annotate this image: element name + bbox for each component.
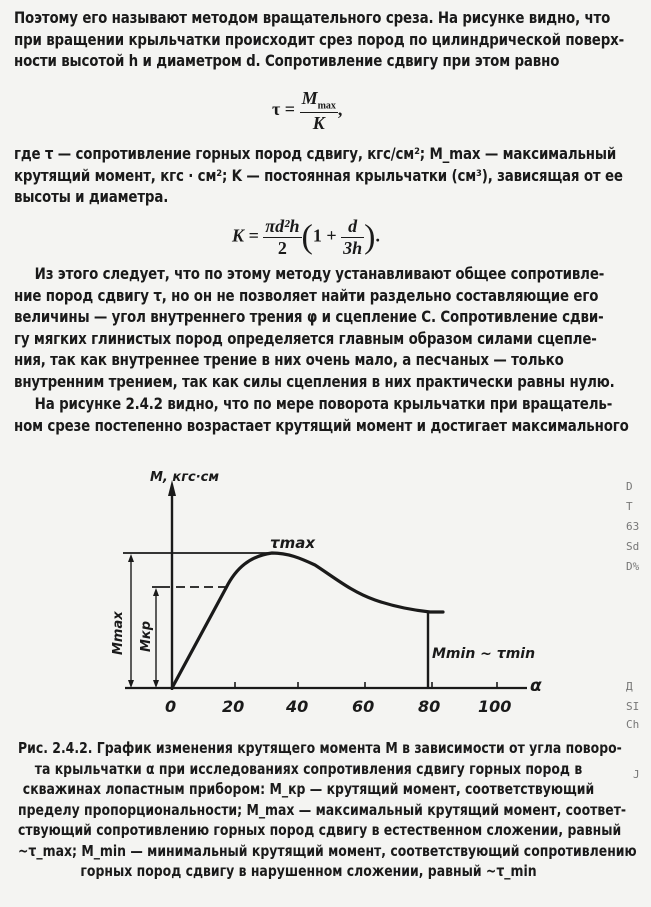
denominator-symbol: K xyxy=(312,112,325,133)
m-kp-label: Mкр xyxy=(139,620,154,652)
margin-fragment: D xyxy=(626,480,633,493)
formula-tau xyxy=(272,88,342,134)
one-plus: 1 + xyxy=(312,225,337,246)
m-min-label: Mmin ~ τmin xyxy=(432,646,536,662)
formula-k xyxy=(232,216,380,259)
denominator xyxy=(300,113,338,134)
paren-open: ( xyxy=(301,218,313,256)
margin-fragment: D% xyxy=(626,560,640,573)
svg-text:40: 40 xyxy=(286,697,309,716)
margin-fragment: SI xyxy=(626,700,640,713)
text-line: высоты и диаметра. xyxy=(14,188,169,206)
paren-close: ) xyxy=(364,218,376,256)
numerator-sub: max xyxy=(317,100,336,112)
torque-curve xyxy=(172,553,443,688)
text-line: ном срезе постепенно возрастает крутящий момент и достигает максимального xyxy=(14,416,629,435)
paragraph-conclusion xyxy=(14,264,646,393)
text-line: внутренним трением, так как силы сцепления в них практически равны нулю. xyxy=(14,372,615,391)
caption-line: горных пород сдвигу в нарушенном сложении, равный ~τ_min xyxy=(80,862,537,880)
paragraph-intro xyxy=(14,8,646,73)
fraction xyxy=(263,216,301,259)
margin-fragment: Д xyxy=(626,680,633,693)
tau-max-label: τmax xyxy=(270,534,315,552)
text-line: ности высотой h и диаметром d. Сопротивление сдвигу при этом равно xyxy=(14,52,560,70)
text-line: На рисунке 2.4.2 видно, что по мере поворота крыльчатки при вращатель- xyxy=(34,395,613,413)
inner-fraction xyxy=(341,216,364,259)
text-line: гу мягких глинистых пород определяется главным образом силами сцепле- xyxy=(14,329,597,348)
formula-lhs: K = xyxy=(232,225,259,246)
svg-text:100: 100 xyxy=(478,697,512,716)
svg-text:60: 60 xyxy=(352,697,375,716)
margin-fragment: J xyxy=(633,768,640,781)
denominator: 2 xyxy=(277,238,287,258)
x-tick-labels xyxy=(165,697,511,716)
margin-fragment: Sd xyxy=(626,540,640,553)
margin-fragment: Ch xyxy=(626,718,640,731)
formula-lhs: τ = xyxy=(272,98,296,119)
inner-denominator: 3h xyxy=(343,238,363,258)
text-line: величины — угол внутреннего трения φ и сцепление C. Сопротивление сдви- xyxy=(14,308,604,326)
caption-line: ствующий сопротивлению горных пород сдвигу в естественном сложении, равный xyxy=(18,821,622,839)
caption-line: Рис. 2.4.2. График изменения крутящего момента M в зависимости от угла поворо- xyxy=(18,739,622,757)
caption-line: та крыльчатки α при исследованиях сопротивления сдвигу горных пород в xyxy=(34,759,583,778)
text-line: где τ — сопротивление горных пород сдвигу, кгс/см²; M_max — максимальный xyxy=(14,145,617,163)
svg-text:80: 80 xyxy=(418,697,441,716)
caption-line: скважинах лопастным прибором: M_кр — крутящий момент, соответствующий xyxy=(22,780,595,798)
margin-fragment: 63 xyxy=(626,520,640,533)
text-line: крутящий момент, кгс · см²; K — постоянная крыльчатки (см³), зависящая от ее xyxy=(14,166,623,185)
text-line: Из этого следует, что по этому методу устанавливают общее сопротивле- xyxy=(34,265,605,283)
figure-caption xyxy=(18,738,637,882)
svg-text:0: 0 xyxy=(165,697,177,716)
text-line: ния, так как внутреннее трение в них очень мало, а песчаных — только xyxy=(14,351,564,369)
text-line: ние пород сдвигу τ, но он не позволяет найти раздельно составляющие его xyxy=(14,286,599,305)
x-axis-label: α xyxy=(530,676,542,696)
inner-numerator: d xyxy=(341,216,364,238)
m-max-label: Mmax xyxy=(111,611,126,655)
formula-tail: . xyxy=(375,225,380,246)
margin-fragment: T xyxy=(626,500,633,513)
text-line: Поэтому его называют методом вращательного среза. На рисунке видно, что xyxy=(14,9,611,27)
text-line: при вращении крыльчатки происходит срез пород по цилиндрической поверх- xyxy=(14,30,624,49)
svg-text:20: 20 xyxy=(222,697,245,716)
numerator-symbol: M xyxy=(301,88,318,108)
caption-line: ~τ_max; M_min — минимальный крутящий момент, соответствующий сопротивлению xyxy=(18,841,637,860)
y-axis-label: M, кгс·см xyxy=(150,470,219,485)
caption-line: пределу пропорциональности; M_max — максимальный крутящий момент, соответ- xyxy=(18,800,627,819)
paragraph-figure-ref xyxy=(14,394,646,437)
fraction xyxy=(300,88,338,134)
numerator: πd²h xyxy=(265,216,300,236)
numerator xyxy=(300,88,338,113)
formula-tail: , xyxy=(337,98,343,119)
paragraph-definitions xyxy=(14,144,646,209)
